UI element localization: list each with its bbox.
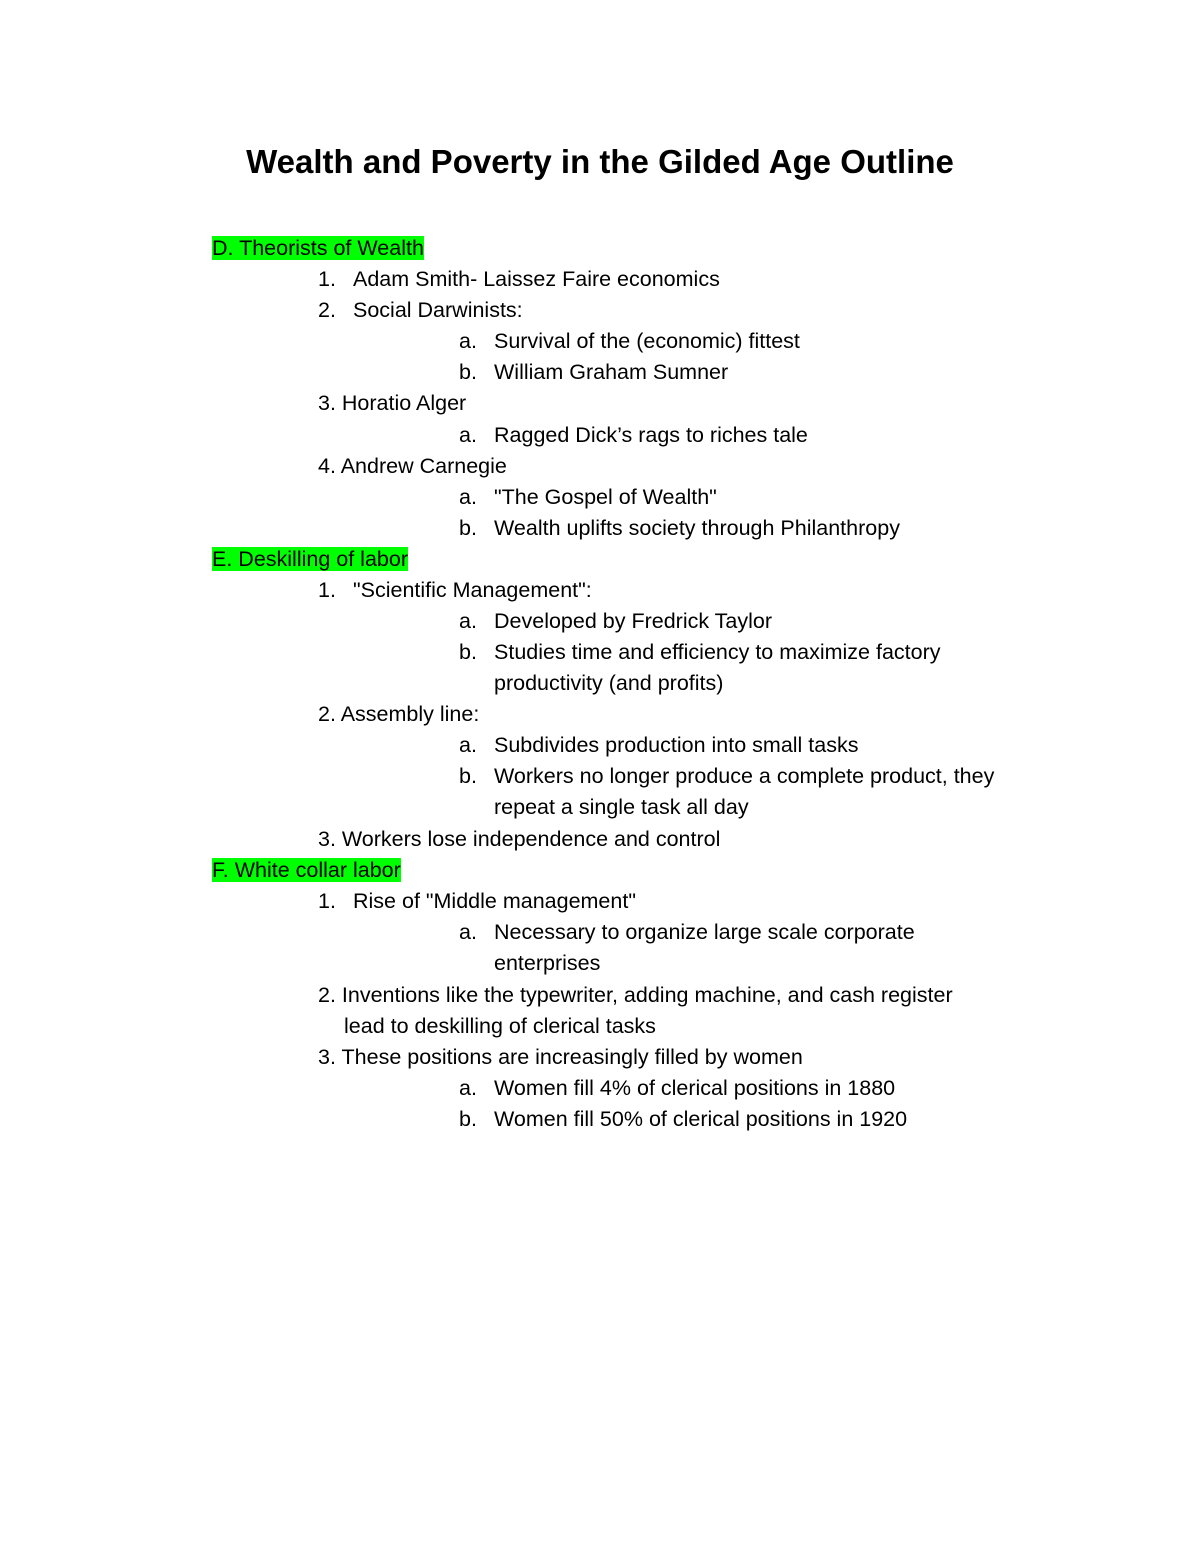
item-letter: a. bbox=[459, 733, 477, 757]
item-text: Developed by Fredrick Taylor bbox=[494, 609, 773, 633]
item-text: Adam Smith- Laissez Faire economics bbox=[353, 267, 720, 291]
item-letter: a. bbox=[459, 609, 477, 633]
item-text: Women fill 50% of clerical positions in 1920 bbox=[494, 1107, 908, 1131]
item-text: 2. Assembly line: bbox=[318, 702, 480, 726]
item-text: 3. Workers lose independence and control bbox=[318, 827, 721, 851]
item-text: lead to deskilling of clerical tasks bbox=[344, 1014, 656, 1038]
item-number: 1. bbox=[318, 889, 336, 913]
item-letter: b. bbox=[459, 764, 477, 788]
item-text: 3. Horatio Alger bbox=[318, 391, 467, 415]
section-heading-e bbox=[212, 544, 408, 575]
item-text: Necessary to organize large scale corporate bbox=[494, 920, 915, 944]
section-heading-d bbox=[212, 233, 424, 264]
item-text: Rise of "Middle management" bbox=[353, 889, 636, 913]
page-title: Wealth and Poverty in the Gilded Age Outline bbox=[246, 143, 954, 180]
item-text: 3. These positions are increasingly filled by women bbox=[318, 1045, 803, 1069]
item-text: repeat a single task all day bbox=[494, 795, 749, 819]
item-letter: a. bbox=[459, 485, 477, 509]
heading-text: F. White collar labor bbox=[212, 858, 401, 882]
item-letter: b. bbox=[459, 516, 477, 540]
item-text: Women fill 4% of clerical positions in 1880 bbox=[494, 1076, 896, 1100]
item-text: Ragged Dick’s rags to riches tale bbox=[494, 423, 808, 447]
item-text: Survival of the (economic) fittest bbox=[494, 329, 800, 353]
item-text: productivity (and profits) bbox=[494, 671, 724, 695]
item-text: Subdivides production into small tasks bbox=[494, 733, 859, 757]
item-text: William Graham Sumner bbox=[494, 360, 729, 384]
item-text: Workers no longer produce a complete product, they bbox=[494, 764, 995, 788]
item-letter: b. bbox=[459, 1107, 477, 1131]
item-number: 1. bbox=[318, 267, 336, 291]
item-letter: a. bbox=[459, 329, 477, 353]
item-text: Social Darwinists: bbox=[353, 298, 523, 322]
item-letter: a. bbox=[459, 920, 477, 944]
section-heading-f bbox=[212, 855, 401, 886]
item-number: 2. bbox=[318, 298, 336, 322]
item-text: 2. Inventions like the typewriter, adding machine, and cash register bbox=[318, 983, 953, 1007]
item-text: Wealth uplifts society through Philanthropy bbox=[494, 516, 900, 540]
item-letter: a. bbox=[459, 423, 477, 447]
item-letter: a. bbox=[459, 1076, 477, 1100]
item-text: Studies time and efficiency to maximize factory bbox=[494, 640, 941, 664]
heading-text: D. Theorists of Wealth bbox=[212, 236, 424, 260]
item-text: enterprises bbox=[494, 951, 601, 975]
item-number: 1. bbox=[318, 578, 336, 602]
item-letter: b. bbox=[459, 640, 477, 664]
item-text: "The Gospel of Wealth" bbox=[494, 485, 717, 509]
heading-text: E. Deskilling of labor bbox=[212, 547, 408, 571]
item-letter: b. bbox=[459, 360, 477, 384]
item-text: 4. Andrew Carnegie bbox=[318, 454, 507, 478]
item-text: "Scientific Management": bbox=[353, 578, 592, 602]
